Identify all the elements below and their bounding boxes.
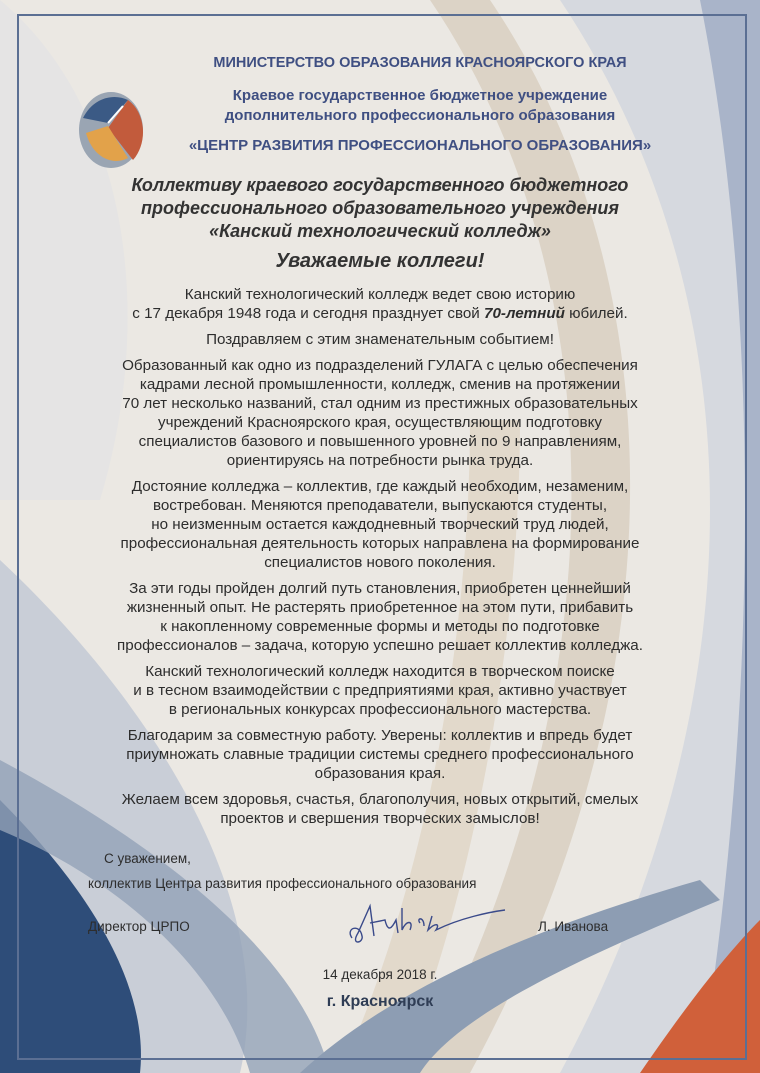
- paragraph: [0, 477, 760, 572]
- text-line: но неизменным остается каждодневный творческий труд людей,: [151, 516, 609, 533]
- institution-line: Краевое государственное бюджетное учреждение: [232, 87, 608, 104]
- text-line: профессионалов – задача, которую успешно решает коллектив колледжа.: [117, 637, 643, 654]
- text-segment: с 17 декабря 1948 года и сегодня празднует свой: [132, 305, 484, 322]
- signature: [340, 898, 510, 948]
- text-line: и в тесном взаимодействии с предприятиями края, активно участвует: [133, 682, 627, 699]
- addressee: [0, 174, 760, 243]
- paragraph: [0, 579, 760, 655]
- paragraph: [0, 726, 760, 783]
- text-line: кадрами лесной промышленности, колледж, сменив на протяжении: [139, 376, 621, 393]
- text-line: Поздравляем с этим знаменательным событием!: [206, 331, 554, 348]
- text-line: проектов и свершения творческих замыслов!: [220, 810, 540, 827]
- text-line: Канский технологический колледж ведет свою историю: [184, 286, 576, 303]
- text-line: в региональных конкурсах профессионального мастерства.: [168, 701, 592, 718]
- signatory-name: Л. Иванова: [538, 919, 609, 934]
- addressee-line: «Канский технологический колледж»: [209, 221, 551, 241]
- text-line: востребован. Меняются преподаватели, выпускаются студенты,: [152, 497, 608, 514]
- center-name: «ЦЕНТР РАЗВИТИЯ ПРОФЕССИОНАЛЬНОГО ОБРАЗОВАНИЯ»: [188, 137, 652, 154]
- greeting: Уважаемые коллеги!: [275, 250, 485, 272]
- text-line: [0, 304, 760, 323]
- text-line: Благодарим за совместную работу. Уверены: коллектив и впредь будет: [127, 727, 633, 744]
- institution-line: дополнительного профессионального образования: [224, 107, 616, 124]
- institution-name: [40, 86, 760, 126]
- addressee-line: Коллективу краевого государственного бюджетного: [131, 175, 629, 195]
- text-line: Канский технологический колледж находится в творческом поиске: [145, 663, 615, 680]
- anniversary-emphasis: 70-летний: [484, 305, 565, 322]
- ministry-title: МИНИСТЕРСТВО ОБРАЗОВАНИЯ КРАСНОЯРСКОГО КРАЯ: [213, 55, 627, 71]
- text-line: За эти годы пройден долгий путь становления, приобретен ценнейший: [129, 580, 631, 597]
- text-line: учреждений Красноярского края, осуществляющим подготовку: [157, 414, 603, 431]
- paragraph: [0, 662, 760, 719]
- addressee-line: профессионального образовательного учреждения: [141, 198, 619, 218]
- text-line: 70 лет несколько названий, стал одним из престижных образовательных: [122, 395, 638, 412]
- paragraph: [0, 285, 760, 323]
- sender: коллектив Центра развития профессионального образования: [88, 876, 477, 891]
- text-line: Образованный как одно из подразделений ГУЛАГА с целью обеспечения: [122, 357, 638, 374]
- text-line: профессиональная деятельность которых направлена на формирование: [120, 535, 640, 552]
- text-line: специалистов нового поколения.: [264, 554, 496, 571]
- letter-body: [0, 285, 760, 835]
- paragraph: [0, 330, 760, 349]
- city: г. Красноярск: [326, 993, 434, 1010]
- text-line: образования края.: [314, 765, 446, 782]
- text-line: приумножать славные традиции системы среднего профессионального: [126, 746, 634, 763]
- position: Директор ЦРПО: [88, 919, 190, 934]
- text-line: Достояние колледжа – коллектив, где каждый необходим, незаменим,: [131, 478, 629, 495]
- letter-date: 14 декабря 2018 г.: [322, 967, 438, 982]
- regards: С уважением,: [104, 851, 191, 866]
- paragraph: [0, 790, 760, 828]
- text-line: к накопленному современные формы и методы по подготовке: [160, 618, 600, 635]
- text-line: Желаем всем здоровья, счастья, благополучия, новых открытий, смелых: [121, 791, 639, 808]
- text-line: жизненный опыт. Не растерять приобретенное на этом пути, прибавить: [126, 599, 634, 616]
- text-line: ориентируясь на потребности рынка труда.: [226, 452, 534, 469]
- text-segment: юбилей.: [564, 305, 628, 322]
- text-line: специалистов базового и повышенного уровней по 9 направлениям,: [138, 433, 622, 450]
- paragraph: [0, 356, 760, 470]
